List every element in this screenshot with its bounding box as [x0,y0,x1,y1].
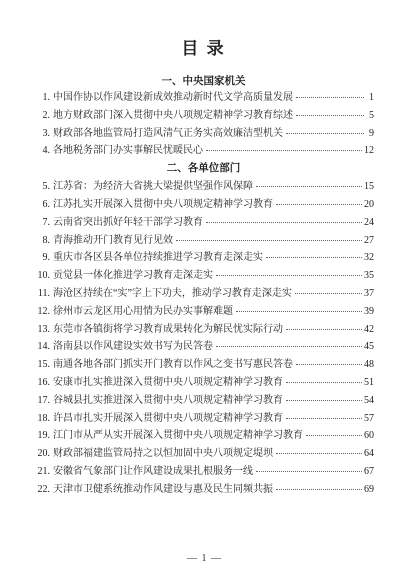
entry-page-number: 27 [364,234,374,246]
entry-page-number: 57 [364,412,374,424]
toc-entry[interactable] [33,410,374,428]
entry-title: 许昌市扎实开展深入贯彻中央八项规定精神学习教育 [53,412,283,424]
entry-number: 8. [42,234,50,246]
toc-entry[interactable] [33,125,374,143]
entry-title: 海沧区持续在“实”字上下功夫，推动学习教育走深走实 [53,287,292,299]
entry-number: 4. [42,145,50,157]
entry-number: 18. [37,412,50,424]
entry-page-number: 20 [364,198,374,210]
dot-leader [306,435,362,436]
entry-title: 云南省突出抓好年轻干部学习教育 [53,216,203,228]
dot-leader [276,453,362,454]
dot-leader [286,400,362,401]
dot-leader [216,275,362,276]
entry-title: 谷城县扎实推进深入贯彻中央八项规定精神学习教育 [53,394,283,406]
entry-page-number: 35 [364,270,374,282]
entry-number: 20. [37,448,50,460]
entry-page-number: 51 [364,376,374,388]
dot-leader [286,418,362,419]
toc-entry[interactable] [33,356,374,374]
entry-number: 7. [42,216,50,228]
entry-title: 青海推动开门教育见行见效 [53,234,173,246]
entry-number: 14. [37,341,50,353]
toc-entry[interactable] [33,107,374,125]
entry-page-number: 42 [364,323,374,335]
entry-title: 洛南县以作风建设实效书写为民答卷 [53,341,213,353]
dot-leader [296,364,362,365]
entry-title: 中国作协以作风建设新成效推动新时代文学高质量发展 [53,92,293,103]
toc-entry[interactable] [33,338,374,356]
dot-leader [256,471,362,472]
toc-entry[interactable] [33,321,374,339]
entry-number: 13. [37,323,50,335]
entry-page-number: 12 [364,145,374,157]
entry-page-number: 9 [369,127,374,139]
entry-number: 10. [37,270,50,282]
dot-leader [256,186,362,187]
entry-page-number: 45 [364,341,374,353]
entry-title: 江苏省：为经济大省挑大梁提供坚强作风保障 [53,181,253,193]
dot-leader [296,97,364,98]
entry-page-number: 60 [364,430,374,442]
entry-title: 东莞市各镇街将学习教育成果转化为解民忧实际行动 [53,323,283,335]
dot-leader [286,133,364,134]
entry-page-number: 37 [364,287,374,299]
entry-page-number: 54 [364,394,374,406]
entry-title: 南通各地各部门抓实开门教育以作风之变书写惠民答卷 [53,359,293,371]
dot-leader [236,311,362,312]
section-heading: 一、中央国家机关 [161,76,246,87]
entry-title: 地方财政部门深入贯彻中央八项规定精神学习教育综述 [53,109,293,121]
entry-number: 15. [37,359,50,371]
dot-leader [266,257,362,258]
toc-entry[interactable] [33,267,374,285]
toc-entry[interactable] [33,89,374,107]
dot-leader [276,489,362,490]
toc-page [33,38,374,499]
toc-entry[interactable] [33,374,374,392]
toc-entry[interactable] [33,249,374,267]
entry-title: 天津市卫健系统推动作风建设与惠及民生同频共振 [53,483,273,495]
entry-title: 安徽省气象部门让作风建设成果扎根服务一线 [53,465,253,477]
entry-title: 财政部福建监管局持之以恒加固中央八项规定堤坝 [53,448,273,460]
entry-page-number: 24 [364,216,374,228]
toc-entry[interactable] [33,214,374,232]
entry-number: 11. [37,287,50,299]
toc-body [33,75,374,499]
entry-number: 5. [42,181,50,193]
toc-entry[interactable] [33,142,374,160]
toc-entry[interactable] [33,196,374,214]
entry-page-number: 1 [369,92,374,103]
toc-entry[interactable] [33,463,374,481]
toc-entry[interactable] [33,427,374,445]
entry-number: 16. [37,376,50,388]
entry-title: 徐州市云龙区用心用情为民办实事解难题 [53,305,233,317]
dot-leader [206,222,362,223]
entry-page-number: 15 [364,181,374,193]
entry-page-number: 67 [364,465,374,477]
dot-leader [276,204,362,205]
entry-number: 22. [37,483,50,495]
entry-page-number: 48 [364,359,374,371]
toc-title: 目 录 [181,39,226,58]
section-heading: 二、各单位部门 [166,163,241,175]
entry-page-number: 32 [364,252,374,264]
entry-number: 9. [42,252,50,264]
toc-entry[interactable] [33,232,374,250]
toc-entry[interactable] [33,285,374,303]
entry-number: 19. [37,430,50,442]
entry-number: 3. [42,127,50,139]
entry-number: 1. [42,92,50,103]
entry-number: 2. [42,109,50,121]
entry-number: 17. [37,394,50,406]
entry-page-number: 5 [369,109,374,121]
entry-number: 6. [42,198,50,210]
dot-leader [176,240,362,241]
entry-page-number: 39 [364,305,374,317]
toc-entry[interactable] [33,303,374,321]
entry-title: 贡觉县一体化推进学习教育走深走实 [53,270,213,282]
toc-entry[interactable] [33,445,374,463]
entry-page-number: 69 [364,483,374,495]
entry-title: 江门市从严从实开展深入贯彻中央八项规定精神学习教育 [53,430,303,442]
entry-page-number: 64 [364,448,374,460]
entry-number: 21. [37,465,50,477]
dot-leader [206,150,362,151]
dot-leader [296,115,364,116]
entry-title: 财政部各地监管局打造风清气正务实高效廉洁型机关 [53,127,283,139]
entry-title: 各地税务部门办实事解民忧暖民心 [53,145,203,157]
dot-leader [216,346,362,347]
toc-entry[interactable] [33,178,374,196]
entry-number: 12. [37,305,50,317]
dot-leader [286,382,362,383]
toc-entry[interactable] [33,481,374,499]
page-number-footer: — 1 — [187,553,222,564]
entry-title: 重庆市各区县各单位持续推进学习教育走深走实 [53,252,263,264]
dot-leader [295,293,362,294]
toc-entry[interactable] [33,392,374,410]
dot-leader [286,329,362,330]
entry-title: 江苏扎实开展深入贯彻中央八项规定精神学习教育 [53,198,273,210]
entry-title: 安康市扎实推进深入贯彻中央八项规定精神学习教育 [53,376,283,388]
